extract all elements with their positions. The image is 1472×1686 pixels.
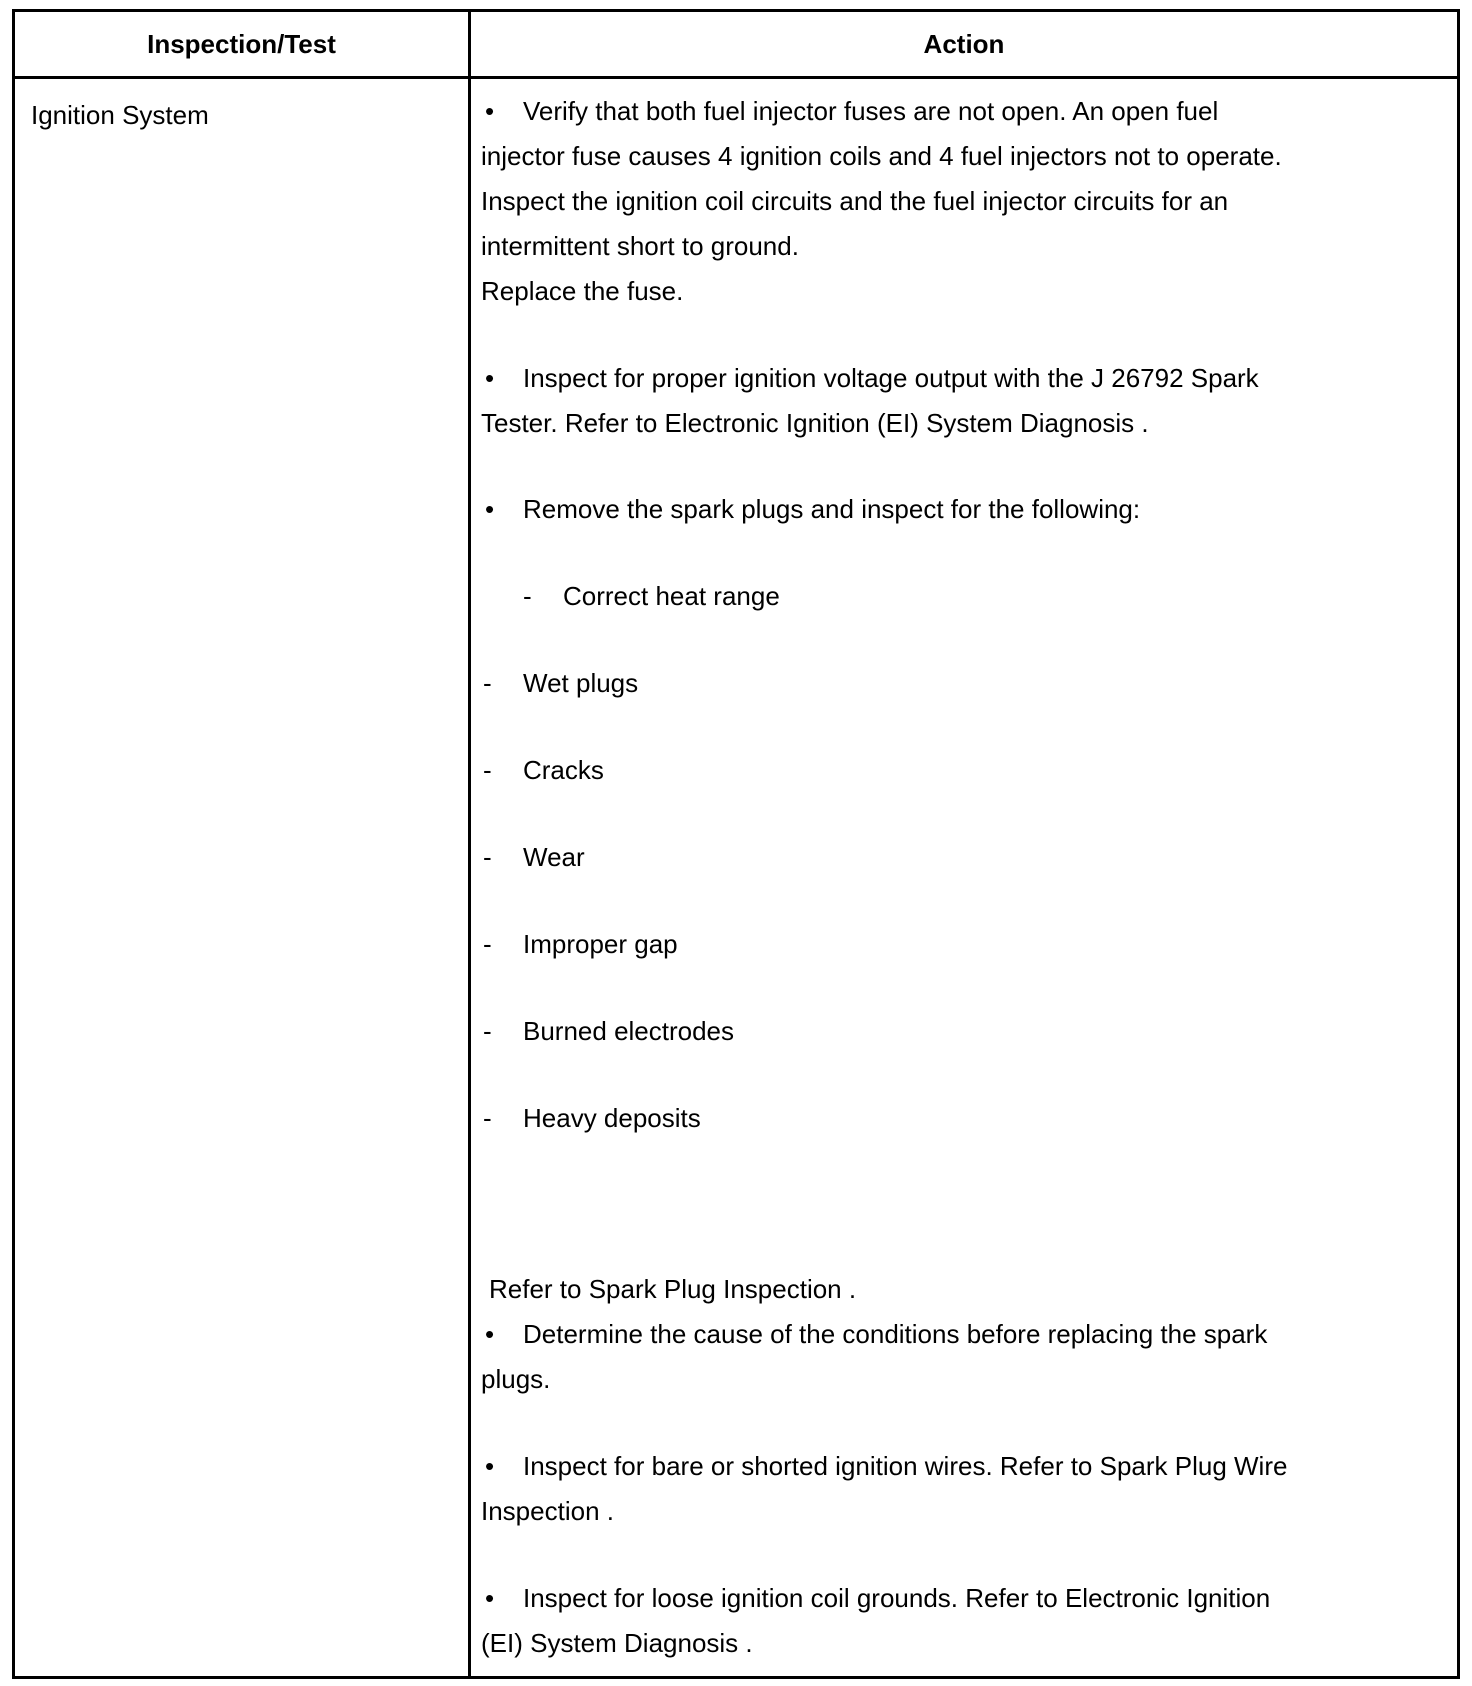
refer-spark-plug-inspection: Refer to Spark Plug Inspection .: [489, 1274, 857, 1304]
action-text: Inspect for bare or shorted ignition wires. Refer to Spark Plug Wire: [523, 1451, 1288, 1481]
dash-icon: -: [483, 668, 492, 698]
sub-item-text: Wet plugs: [523, 668, 639, 698]
action-line: injector fuse causes 4 ignition coils and 4 fuel injectors not to operate.: [481, 141, 1282, 171]
action-line: Inspection .: [481, 1496, 614, 1526]
bullet-icon: •: [485, 1451, 495, 1481]
header-inspection-test: Inspection/Test: [147, 29, 336, 59]
action-text: Determine the cause of the conditions before replacing the spark: [523, 1319, 1268, 1349]
action-line: [481, 1312, 1267, 1357]
action-text: Remove the spark plugs and inspect for the following:: [523, 494, 1141, 524]
action-line: [481, 487, 1140, 532]
inspection-cell: Ignition System: [31, 100, 209, 130]
sub-item: [481, 1096, 701, 1141]
column-divider: [468, 12, 471, 1676]
action-line: [481, 89, 1218, 134]
action-line: [481, 1576, 1270, 1621]
inspection-table: [12, 9, 1460, 1679]
sub-item-text: Heavy deposits: [523, 1103, 701, 1133]
sub-item-text: Burned electrodes: [523, 1016, 735, 1046]
bullet-icon: •: [485, 1583, 495, 1613]
action-line: plugs.: [481, 1364, 551, 1394]
sub-item-text: Wear: [523, 842, 585, 872]
sub-item: [481, 922, 678, 967]
action-line: Replace the fuse.: [481, 276, 684, 306]
action-text: Inspect for loose ignition coil grounds. Refer to Electronic Ignition: [523, 1583, 1271, 1613]
sub-item: [481, 1009, 734, 1054]
dash-icon: -: [483, 929, 492, 959]
sub-item-text: Improper gap: [523, 929, 678, 959]
dash-icon: -: [523, 581, 532, 611]
action-line: [481, 356, 1259, 401]
sub-item-text: Correct heat range: [563, 581, 780, 611]
sub-item-text: Cracks: [523, 755, 604, 785]
bullet-icon: •: [485, 96, 495, 126]
dash-icon: -: [483, 1016, 492, 1046]
bullet-icon: •: [485, 494, 495, 524]
bullet-icon: •: [485, 1319, 495, 1349]
action-line: (EI) System Diagnosis .: [481, 1628, 753, 1658]
dash-icon: -: [483, 842, 492, 872]
sub-item: [481, 835, 585, 880]
action-line: [481, 1444, 1287, 1489]
header-action: Action: [923, 29, 1005, 59]
dash-icon: -: [483, 755, 492, 785]
action-line: Inspect the ignition coil circuits and the fuel injector circuits for an: [481, 186, 1229, 216]
action-line: intermittent short to ground.: [481, 231, 799, 261]
dash-icon: -: [483, 1103, 492, 1133]
header-divider: [15, 76, 1457, 79]
sub-item: [481, 748, 604, 793]
bullet-icon: •: [485, 363, 495, 393]
action-line: Tester. Refer to Electronic Ignition (EI) System Diagnosis .: [481, 408, 1149, 438]
sub-item: [521, 574, 780, 619]
sub-item: [481, 661, 638, 706]
action-text: Verify that both fuel injector fuses are not open. An open fuel: [523, 96, 1219, 126]
action-text: Inspect for proper ignition voltage output with the J 26792 Spark: [523, 363, 1259, 393]
